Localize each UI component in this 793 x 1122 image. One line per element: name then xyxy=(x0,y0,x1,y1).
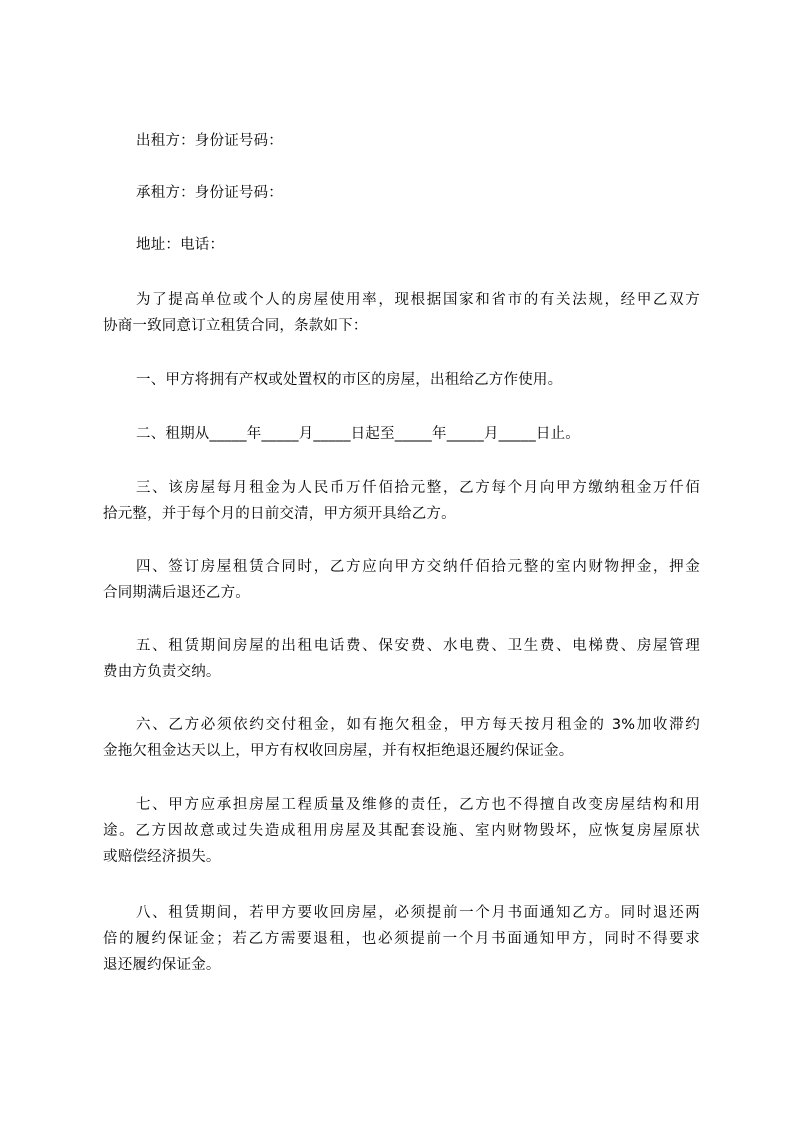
clause-4-line-1: 四、签订房屋租赁合同时，乙方应向甲方交纳仟佰拾元整的室内财物押金，押金 xyxy=(136,559,700,575)
lessor-id-line: 出租方：身份证号码： xyxy=(136,133,283,149)
clause-7-line-2: 途。乙方因故意或过失造成租用房屋及其配套设施、室内财物毁坏，应恢复房屋原状 xyxy=(103,823,700,839)
clause-8-line-3: 退还履约保证金。 xyxy=(103,957,221,973)
clause-6-line-1: 六、乙方必须依约交付租金，如有拖欠租金，甲方每天按月租金的 3%加收滞约 xyxy=(136,717,700,733)
clause-2-line-1: 二、租期从_____年_____月_____日起至_____年_____月_____日止。 xyxy=(136,426,580,442)
clause-4-line-2: 合同期满后退还乙方。 xyxy=(103,585,250,601)
lessee-id-line: 承租方：身份证号码： xyxy=(136,185,283,201)
clause-5-line-2: 费由方负责交纳。 xyxy=(103,664,221,680)
clause-5-line-1: 五、租赁期间房屋的出租电话费、保安费、水电费、卫生费、电梯费、房屋管理 xyxy=(136,638,700,654)
clause-6-line-2: 金拖欠租金达天以上，甲方有权收回房屋，并有权拒绝退还履约保证金。 xyxy=(103,743,574,759)
intro-line-1: 为了提高单位或个人的房屋使用率，现根据国家和省市的有关法规，经甲乙双方 xyxy=(136,292,700,308)
clause-3-line-1: 三、该房屋每月租金为人民币万仟佰拾元整，乙方每个月向甲方缴纳租金万仟佰 xyxy=(136,480,700,496)
intro-line-2: 协商一致同意订立租赁合同，条款如下： xyxy=(103,318,368,334)
address-phone-line: 地址：电话： xyxy=(136,237,225,253)
clause-8-line-2: 倍的履约保证金；若乙方需要退租，也必须提前一个月书面通知甲方，同时不得要求 xyxy=(103,931,700,947)
clause-8-line-1: 八、租赁期间，若甲方要收回房屋，必须提前一个月书面通知乙方。同时退还两 xyxy=(136,905,700,921)
clause-7-line-3: 或赔偿经济损失。 xyxy=(103,849,221,865)
clause-7-line-1: 七、甲方应承担房屋工程质量及维修的责任，乙方也不得擅自改变房屋结构和用 xyxy=(136,797,700,813)
clause-1-line-1: 一、甲方将拥有产权或处置权的市区的房屋，出租给乙方作使用。 xyxy=(136,372,563,388)
clause-3-line-2: 拾元整，并于每个月的日前交清，甲方须开具给乙方。 xyxy=(103,506,456,522)
